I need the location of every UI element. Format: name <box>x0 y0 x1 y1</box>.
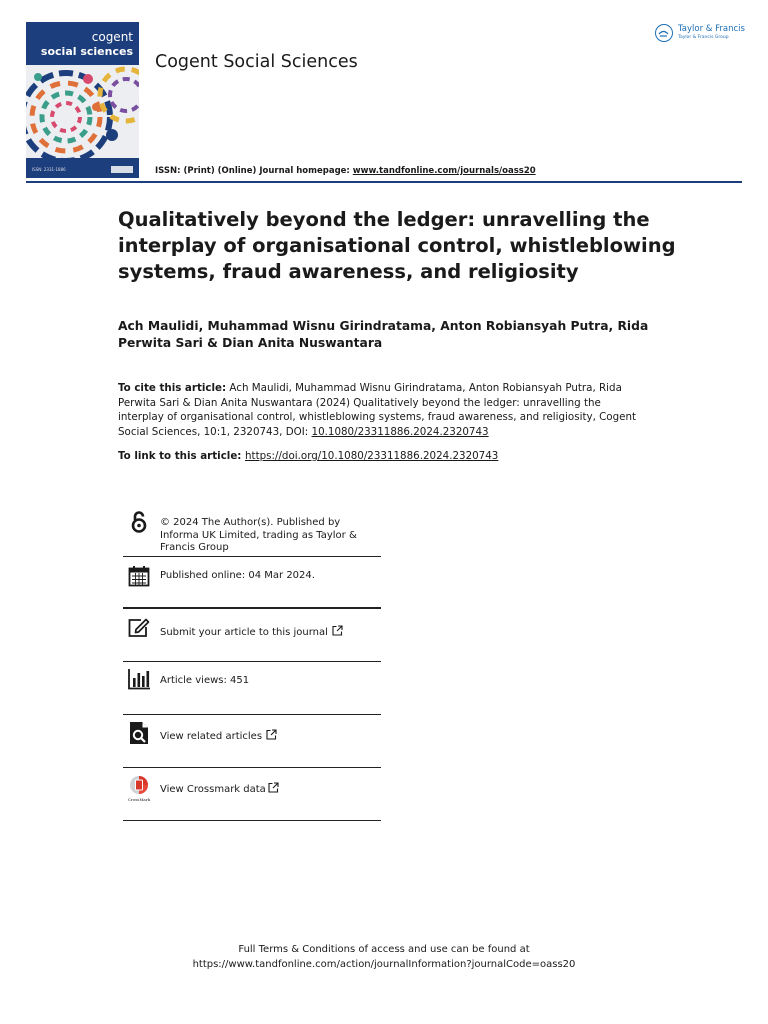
published-row <box>123 557 381 609</box>
article-link-line <box>118 449 678 463</box>
header-divider <box>26 181 742 183</box>
cite-text: Ach Maulidi, Muhammad Wisnu Girindratama, Anton Robiansyah Putra, Rida Perwita Sari & Dian Anita Nuswantara (2024) Qualitatively beyond the ledger: unravelling the interplay of organisational control, whistleblowing systems, fraud awareness, and religiosity, Cogent Social Sciences, 10:1, 2320743, DOI: <box>118 382 637 438</box>
doi-link[interactable]: 10.1080/23311886.2024.2320743 <box>311 425 489 438</box>
views-text: Article views: 451 <box>160 675 250 686</box>
related-link[interactable] <box>160 729 277 744</box>
journal-name: Cogent Social Sciences <box>155 52 358 72</box>
cite-label: To cite this article: <box>118 382 227 394</box>
external-link-icon <box>266 729 277 740</box>
routledge-logo <box>111 166 133 173</box>
cover-line1: cogent <box>91 30 133 44</box>
cover-artwork <box>26 65 139 158</box>
footer-line2[interactable]: https://www.tandfonline.com/action/journalInformation?journalCode=oass20 <box>192 958 576 970</box>
submit-row[interactable] <box>123 610 381 662</box>
submit-link[interactable] <box>160 625 343 640</box>
calendar-icon <box>127 564 151 588</box>
crossmark-icon <box>126 775 152 803</box>
external-link-icon <box>268 782 279 793</box>
edit-icon <box>127 616 151 640</box>
article-title: Qualitatively beyond the ledger: unravelling the interplay of organisational control, whistleblowing systems, fraud awareness, and religiosity <box>118 208 676 283</box>
crossmark-logo-text: CrossMark <box>127 797 151 802</box>
footer-line1: Full Terms & Conditions of access and use can be found at <box>238 944 530 955</box>
article-authors: Ach Maulidi, Muhammad Wisnu Girindratama, Anton Robiansyah Putra, Rida Perwita Sari & Dian Anita Nuswantara <box>118 319 649 350</box>
published-text: Published online: 04 Mar 2024. <box>160 570 315 581</box>
crossmark-text[interactable]: View Crossmark data <box>160 784 266 795</box>
bar-chart-icon <box>127 667 151 691</box>
issn-line <box>155 166 536 176</box>
open-access-icon <box>127 510 151 534</box>
license-text: © 2024 The Author(s). Published by Informa UK Limited, trading as Taylor & Francis Group <box>160 517 357 553</box>
related-row[interactable] <box>123 715 381 768</box>
publisher-logo-sub: Taylor & Francis Group <box>678 35 729 40</box>
submit-text[interactable]: Submit your article to this journal <box>160 627 328 638</box>
publisher-logo-icon <box>655 24 673 42</box>
citation-block <box>118 381 648 439</box>
license-row <box>123 508 381 557</box>
crossmark-link[interactable] <box>160 782 279 797</box>
related-text[interactable]: View related articles <box>160 731 263 742</box>
cover-issn: ISSN: 2331-1886 <box>32 167 66 172</box>
external-link-icon <box>332 625 343 636</box>
link-label: To link to this article: <box>118 450 246 462</box>
issn-prefix: ISSN: (Print) (Online) Journal homepage: <box>155 166 353 176</box>
article-doi-url[interactable]: https://doi.org/10.1080/23311886.2024.2320743 <box>245 450 499 462</box>
journal-homepage-link[interactable]: www.tandfonline.com/journals/oass20 <box>352 166 536 176</box>
views-row <box>123 662 381 715</box>
journal-cover[interactable] <box>26 22 139 178</box>
publisher-logo-text: Taylor & Francis <box>678 24 745 34</box>
terms-footer <box>0 943 768 972</box>
cover-line2: social sciences <box>40 45 133 58</box>
crossmark-row[interactable] <box>123 768 381 821</box>
related-search-icon <box>127 721 151 745</box>
